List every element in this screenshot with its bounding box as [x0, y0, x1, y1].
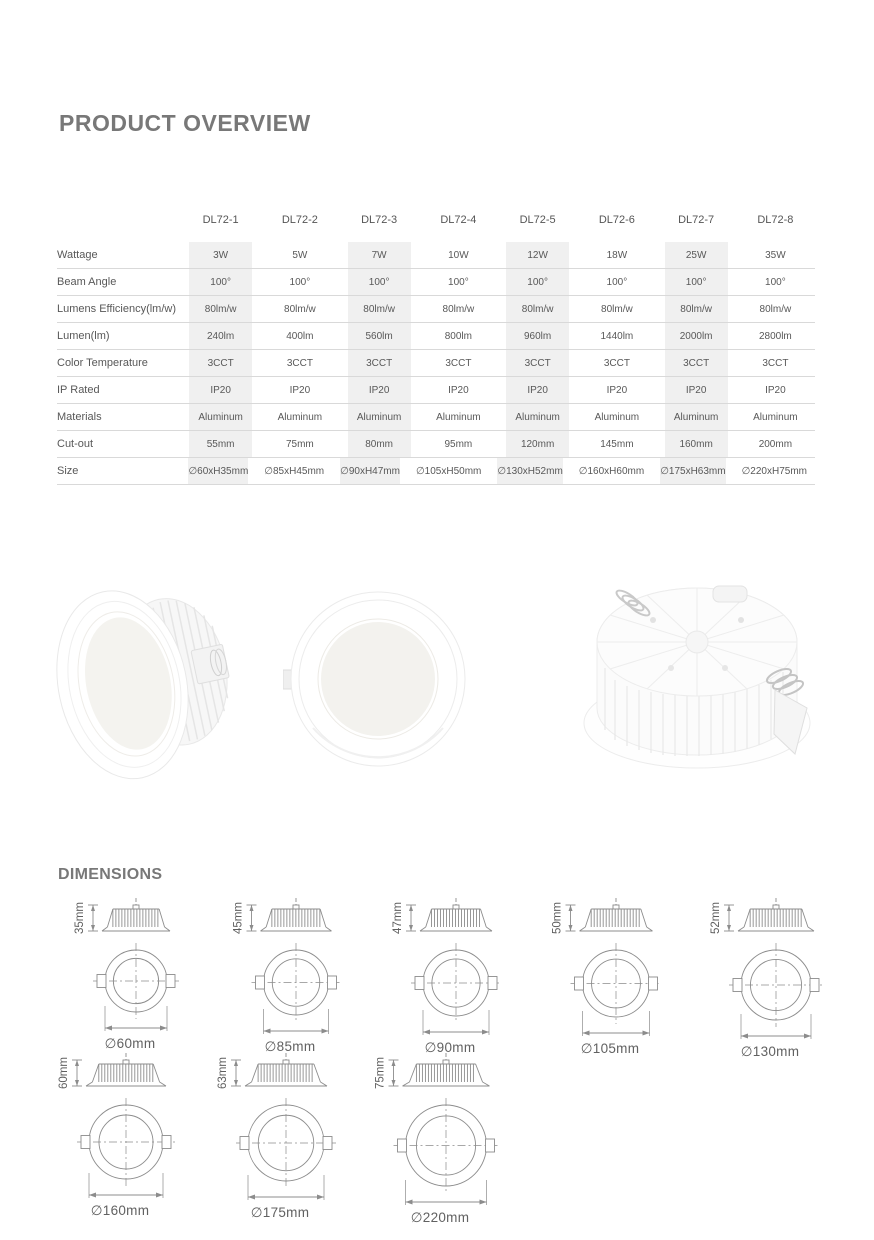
side-profile-drawing	[50, 896, 210, 942]
spec-col-header: DL72-3	[361, 214, 398, 226]
spec-cell: IP20	[765, 384, 786, 396]
height-label: 50mm	[551, 902, 564, 934]
dimension-item	[210, 896, 370, 1060]
diameter-label: ∅60mm	[104, 1036, 156, 1051]
spec-cell: Aluminum	[340, 404, 419, 430]
spec-row-label: IP Rated	[57, 384, 100, 396]
side-profile-drawing	[370, 896, 530, 942]
spec-cell: 2000lm	[657, 323, 736, 349]
spec-cell: ∅60xH35mm	[180, 458, 256, 484]
side-profile-drawing	[200, 1051, 360, 1097]
height-label: 60mm	[58, 1057, 70, 1089]
spec-cell: 10W	[448, 249, 469, 261]
downlight-side-view-image	[50, 575, 240, 785]
spec-cell: 7W	[340, 242, 419, 268]
front-circle-drawing	[210, 942, 370, 1037]
spec-cell: ∅90xH47mm	[332, 458, 408, 484]
spec-cell: 2800lm	[758, 330, 792, 342]
spec-cell: 3CCT	[603, 357, 630, 369]
spec-table-row	[57, 323, 815, 350]
spec-col-header: DL72-5	[519, 214, 556, 226]
height-label: 52mm	[710, 902, 722, 934]
spec-cell: IP20	[289, 384, 311, 396]
spec-table-row	[57, 431, 815, 458]
spec-cell: 200mm	[758, 438, 793, 450]
spec-col-header: DL72-2	[281, 214, 318, 226]
spec-cell: 80lm/w	[601, 303, 633, 315]
spec-cell: 100°	[498, 269, 577, 295]
front-circle-drawing	[360, 1097, 520, 1208]
diameter-label: ∅160mm	[90, 1203, 150, 1218]
spec-cell: Aluminum	[594, 411, 640, 423]
spec-table-row	[57, 296, 815, 323]
height-label: 45mm	[232, 902, 245, 934]
front-circle-drawing	[50, 942, 210, 1034]
spec-cell: Aluminum	[181, 404, 260, 430]
side-profile-drawing	[360, 1051, 520, 1097]
spec-cell: 100°	[657, 269, 736, 295]
front-circle-drawing	[530, 942, 690, 1039]
dimension-item	[360, 1051, 520, 1226]
spec-row-label: Wattage	[57, 249, 98, 261]
spec-cell: 560lm	[340, 323, 419, 349]
spec-row-label: Color Temperature	[57, 357, 148, 369]
spec-row-label: Beam Angle	[57, 276, 117, 288]
height-label: 35mm	[74, 902, 86, 934]
spec-cell: Aluminum	[277, 411, 323, 423]
spec-table-corner-cell	[57, 198, 181, 242]
downlight-front-view-image	[283, 588, 473, 773]
diameter-label: ∅85mm	[264, 1039, 316, 1054]
spec-cell: ∅105xH50mm	[415, 465, 482, 477]
spec-col-header: DL72-1	[202, 214, 239, 226]
spec-cell: 80lm/w	[340, 296, 419, 322]
spec-cell: 100°	[181, 269, 260, 295]
spec-col-header: DL72-7	[678, 214, 715, 226]
spec-cell: 35W	[765, 249, 786, 261]
spec-cell: 960lm	[498, 323, 577, 349]
spec-cell: 160mm	[657, 431, 736, 457]
spec-cell: 145mm	[600, 438, 634, 450]
spec-table-header-row	[57, 198, 815, 242]
dimension-item	[200, 1051, 360, 1226]
dimension-item	[40, 1051, 200, 1226]
spec-cell: 80lm/w	[284, 303, 316, 315]
spec-cell: 80lm/w	[498, 296, 577, 322]
spec-cell: 95mm	[444, 438, 473, 450]
spec-cell: 55mm	[181, 431, 260, 457]
spec-table-row	[57, 404, 815, 431]
spec-row-label: Lumens Efficiency(lm/w)	[57, 303, 176, 315]
spec-cell: ∅130xH52mm	[489, 458, 570, 484]
spec-cell: 3CCT	[286, 357, 313, 369]
spec-cell: 1440lm	[600, 330, 634, 342]
spec-table-row	[57, 458, 815, 485]
spec-cell: IP20	[448, 384, 469, 396]
page-title: PRODUCT OVERVIEW	[59, 110, 311, 136]
spec-cell: 80lm/w	[759, 303, 792, 315]
spec-cell: 120mm	[498, 431, 577, 457]
spec-row-label: Materials	[57, 411, 102, 423]
height-label: 47mm	[392, 902, 404, 934]
spec-table-row	[57, 269, 815, 296]
spec-table-row	[57, 350, 815, 377]
spec-cell: ∅175xH63mm	[652, 458, 733, 484]
spec-cell: 80mm	[340, 431, 419, 457]
spec-cell: 3CCT	[340, 350, 419, 376]
spec-cell: IP20	[498, 377, 577, 403]
spec-cell: 100°	[289, 276, 311, 288]
spec-cell: 5W	[292, 249, 308, 261]
dimension-item	[530, 896, 690, 1060]
spec-cell: 18W	[606, 249, 628, 261]
spec-cell: IP20	[181, 377, 260, 403]
downlight-back-heatsink-image	[575, 558, 830, 798]
spec-row-label: Lumen(lm)	[57, 330, 110, 342]
front-circle-drawing	[370, 942, 530, 1038]
spec-cell: 3CCT	[445, 357, 472, 369]
spec-cell: IP20	[657, 377, 736, 403]
spec-cell: 400lm	[286, 330, 314, 342]
spec-cell: 3CCT	[762, 357, 789, 369]
spec-cell: IP20	[340, 377, 419, 403]
spec-cell: Aluminum	[436, 411, 481, 423]
spec-cell: 25W	[657, 242, 736, 268]
spec-cell: 3CCT	[657, 350, 736, 376]
side-profile-drawing	[210, 896, 370, 942]
spec-cell: 80lm/w	[181, 296, 260, 322]
side-profile-drawing	[690, 896, 850, 942]
diameter-label: ∅90mm	[424, 1040, 476, 1055]
front-circle-drawing	[200, 1097, 360, 1203]
dimensions-row-2	[40, 1051, 520, 1226]
spec-cell: Aluminum	[753, 411, 798, 423]
spec-cell: 75mm	[285, 438, 314, 450]
spec-cell: ∅160xH60mm	[578, 465, 645, 477]
spec-cell: 80lm/w	[657, 296, 736, 322]
spec-row-label: Size	[57, 465, 79, 477]
spec-table-row	[57, 377, 815, 404]
spec-cell: 800lm	[444, 330, 472, 342]
spec-cell: 100°	[765, 276, 786, 288]
side-profile-drawing	[40, 1051, 200, 1097]
spec-cell: 3W	[181, 242, 260, 268]
dimension-item	[370, 896, 530, 1060]
spec-cell: 100°	[606, 276, 628, 288]
dimension-item	[690, 896, 850, 1060]
spec-table	[57, 198, 815, 485]
diameter-label: ∅130mm	[740, 1044, 800, 1059]
spec-col-header: DL72-8	[757, 214, 794, 226]
spec-row-label: Cut-out	[57, 438, 94, 450]
spec-cell: 12W	[498, 242, 577, 268]
height-label: 75mm	[374, 1057, 387, 1089]
front-circle-drawing	[690, 942, 850, 1042]
spec-col-header: DL72-4	[440, 214, 477, 226]
spec-cell: 100°	[448, 276, 469, 288]
front-circle-drawing	[40, 1097, 200, 1201]
height-label: 63mm	[217, 1057, 229, 1089]
side-profile-drawing	[530, 896, 690, 942]
dimension-item	[50, 896, 210, 1060]
spec-col-header: DL72-6	[598, 214, 635, 226]
spec-table-row	[57, 242, 815, 269]
spec-cell: IP20	[606, 384, 628, 396]
dimensions-row-1	[50, 896, 850, 1060]
spec-cell: 3CCT	[181, 350, 260, 376]
spec-cell: 100°	[340, 269, 419, 295]
spec-cell: 80lm/w	[442, 303, 475, 315]
dimensions-title: DIMENSIONS	[58, 866, 163, 883]
diameter-label: ∅220mm	[410, 1210, 470, 1225]
diameter-label: ∅175mm	[250, 1205, 310, 1220]
spec-cell: 3CCT	[498, 350, 577, 376]
spec-cell: ∅220xH75mm	[741, 465, 807, 477]
spec-cell: 240lm	[181, 323, 260, 349]
spec-cell: ∅85xH45mm	[264, 465, 325, 477]
spec-cell: Aluminum	[657, 404, 736, 430]
diameter-label: ∅105mm	[580, 1041, 640, 1056]
spec-cell: Aluminum	[498, 404, 577, 430]
